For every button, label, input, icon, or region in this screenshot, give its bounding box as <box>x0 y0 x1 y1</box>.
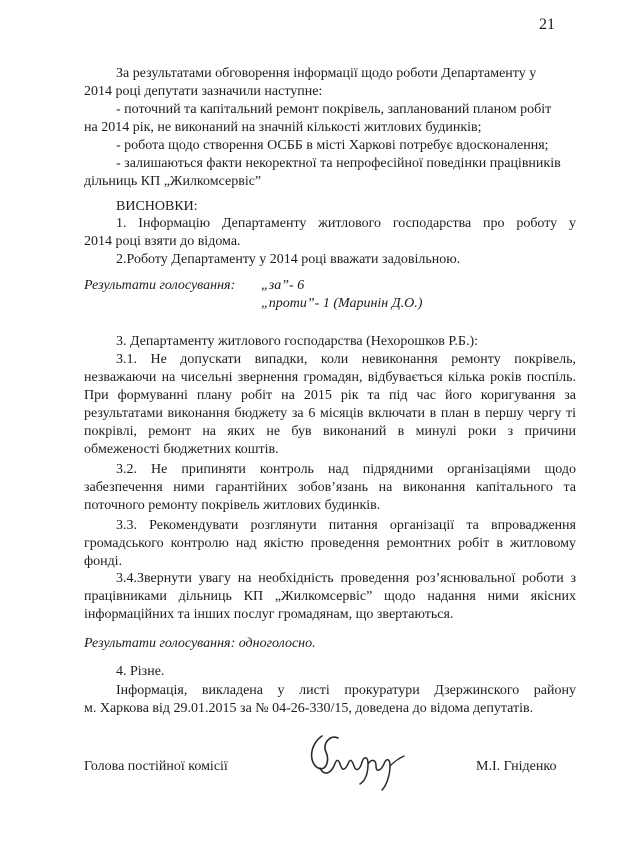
item1-line-2: на 2014 рік, не виконаний на значній кількості житлових будинків; <box>84 120 482 135</box>
p31-line-2: незважаючи на чисельні звернення громадян, відбувається кілька років поспіль. <box>84 370 576 385</box>
vote2-result: Результати голосування: одноголосно. <box>84 636 316 651</box>
section4-line-2: м. Харкова від 29.01.2015 за № 04-26-330/15, доведена до відома депутатів. <box>84 701 534 716</box>
p34-line-2: працівниками дільниць КП „Жилкомсервіс” щодо надання ними якісних <box>84 589 576 604</box>
conclusion-2: 2.Роботу Департаменту у 2014 році вважати задовільною. <box>116 252 461 267</box>
p32-line-2: забезпечення ними гарантійних зобов’язань на виконання капітального та <box>84 480 576 495</box>
vote1-against: „проти”- 1 (Маринін Д.О.) <box>261 296 423 311</box>
signature-image <box>300 722 415 792</box>
p31-line-5: покрівлі, ремонт на яких не був виконаний в минулі роки з причини <box>84 424 576 439</box>
p31-line-6: обмеженості бюджетних коштів. <box>84 442 279 457</box>
intro-line-1: За результатами обговорення інформації щодо роботи Департаменту у <box>116 66 537 81</box>
section3-heading: 3. Департаменту житлового господарства (Нехорошков Р.Б.): <box>116 334 479 349</box>
p33-line-3: фонді. <box>84 554 123 569</box>
conclusion-1-line-2: 2014 році взяти до відома. <box>84 234 241 249</box>
p31-line-1: 3.1. Не допускати випадки, коли невиконання ремонту покрівель, <box>116 352 576 367</box>
conclusion-1-line-1: 1. Інформацію Департаменту житлового господарства про роботу у <box>116 216 576 231</box>
item3-line-1: - залишаються факти некоректної та непрофесійної поведінки працівників <box>116 156 561 171</box>
vote1-for: „за”- 6 <box>261 278 305 293</box>
p31-line-4: результатами виконання бюджету за 6 місяців включати в план в першу чергу ті <box>84 406 576 421</box>
p33-line-2: громадського контролю над якістю проведення ремонтних робіт в житловому <box>84 536 576 551</box>
page-number: 21 <box>539 16 555 33</box>
p34-line-3: інформаційних та інших послуг громадянам, що звертаються. <box>84 607 454 622</box>
p32-line-1: 3.2. Не припиняти контроль над підрядними організаціями щодо <box>116 462 576 477</box>
p32-line-3: поточного ремонту покрівель житлових будинків. <box>84 498 381 513</box>
intro-line-2: 2014 році депутати зазначили наступне: <box>84 84 323 99</box>
conclusions-heading: ВИСНОВКИ: <box>116 199 198 214</box>
section4-heading: 4. Різне. <box>116 664 165 679</box>
item3-line-2: дільниць КП „Жилкомсервіс” <box>84 174 262 189</box>
item1-line-1: - поточний та капітальний ремонт покрівель, запланований планом робіт <box>116 102 552 117</box>
p34-line-1: 3.4.Звернути увагу на необхідність проведення роз’яснювальної роботи з <box>116 571 576 586</box>
section4-line-1: Інформація, викладена у листі прокуратури Дзержинского району <box>116 683 576 698</box>
item2-line: - робота щодо створення ОСББ в місті Харкові потребує вдосконалення; <box>116 138 549 153</box>
footer-position: Голова постійної комісії <box>84 759 228 774</box>
vote1-label: Результати голосування: <box>84 278 236 293</box>
footer-name: М.І. Гніденко <box>476 759 557 774</box>
p31-line-3: При формуванні плану робіт на 2015 рік та під час його коригування за <box>84 388 576 403</box>
p33-line-1: 3.3. Рекомендувати розглянути питання організації та впровадження <box>116 518 576 533</box>
